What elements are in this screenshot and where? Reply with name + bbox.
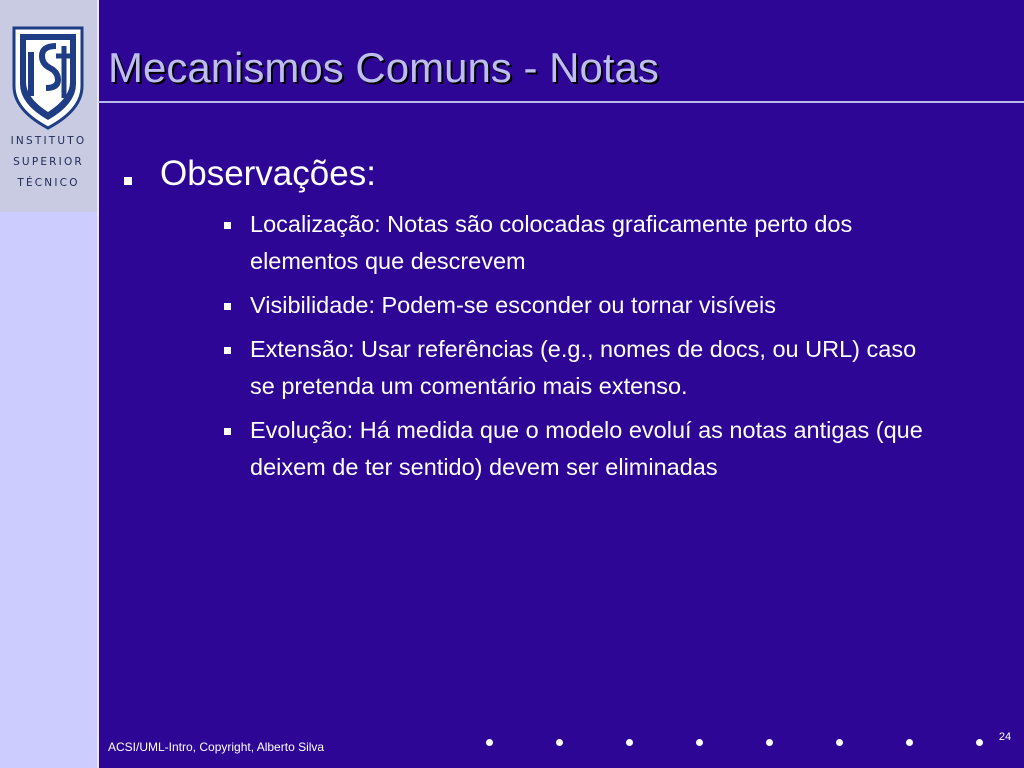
square-bullet-icon: [224, 347, 231, 354]
dot-icon: [626, 739, 633, 746]
logo-text-line: INSTITUTO: [10, 135, 87, 147]
sub-bullet-item: [224, 287, 924, 324]
main-bullet-text: Observações:: [160, 154, 376, 193]
sub-bullet-item: [224, 412, 924, 486]
sub-bullet-list: [224, 206, 924, 493]
sub-bullet-item: [224, 331, 924, 405]
sub-bullet-text: Evolução: Há medida que o modelo evoluí as notas antigas (que deixem de ter sentido) devem ser eliminadas: [250, 417, 923, 480]
square-bullet-icon: [224, 303, 231, 310]
square-bullet-icon: [124, 177, 132, 185]
dot-icon: [836, 739, 843, 746]
ist-shield-icon: [12, 26, 84, 130]
dot-icon: [976, 739, 983, 746]
logo-text-line: SUPERIOR: [13, 156, 84, 168]
sub-bullet-text: Localização: Notas são colocadas graficamente perto dos elementos que descrevem: [250, 211, 853, 274]
sidebar-divider: [97, 0, 99, 768]
logo-text-line: TÉCNICO: [17, 177, 80, 189]
dot-icon: [906, 739, 913, 746]
ist-logo: [0, 0, 97, 212]
title-underline: [98, 101, 1024, 103]
slide-title: Mecanismos Comuns - Notas: [108, 44, 659, 91]
sub-bullet-text: Visibilidade: Podem-se esconder ou tornar visíveis: [250, 292, 776, 318]
page-number: 24: [998, 731, 1012, 743]
dot-icon: [556, 739, 563, 746]
sub-bullet-text: Extensão: Usar referências (e.g., nomes de docs, ou URL) caso se pretenda um comentário mais extenso.: [250, 336, 917, 399]
dot-icon: [766, 739, 773, 746]
square-bullet-icon: [224, 428, 231, 435]
dot-icon: [486, 739, 493, 746]
square-bullet-icon: [224, 222, 231, 229]
dot-icon: [696, 739, 703, 746]
footer-copyright: ACSI/UML-Intro, Copyright, Alberto Silva: [108, 740, 325, 754]
footer-dots: [470, 739, 1000, 751]
sub-bullet-item: [224, 206, 924, 280]
